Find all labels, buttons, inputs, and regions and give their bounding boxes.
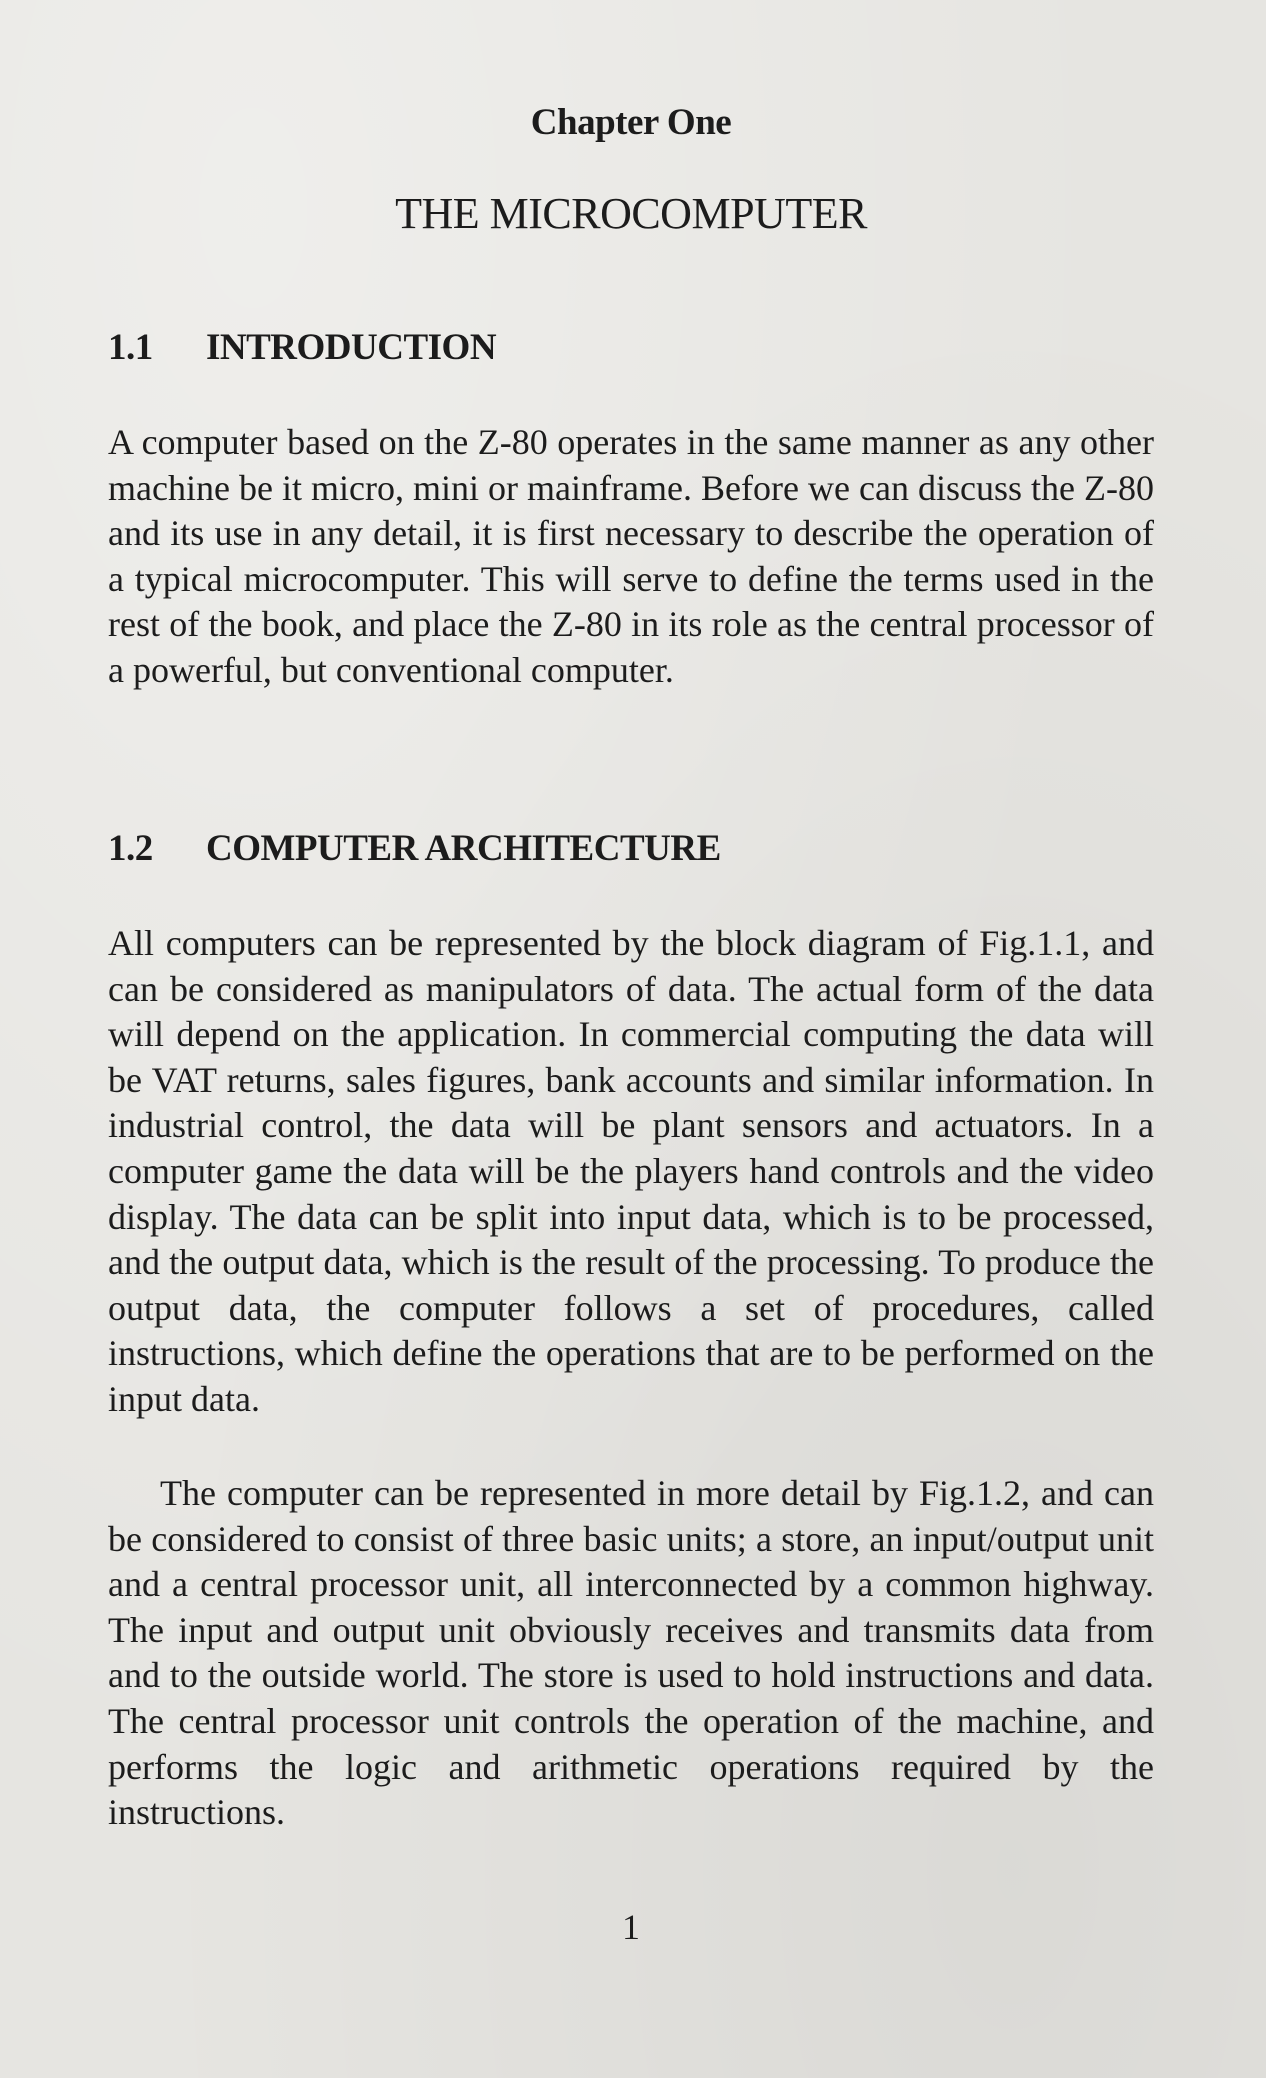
page-number: 1 [622,1907,640,1947]
section-number: 1.1 [108,327,153,368]
paragraph-architecture-1: All computers can be represented by the block diagram of Fig.1.1, and can be considered as manipulators of data. The actual form of the data will depend on the application. In commercial computing the data will be VAT returns, sales figures, bank accounts and similar information. In industrial control, the data will be plant sensors and actuators. In a computer game the data will be the players hand controls and the video display. The data can be split into input data, which is to be processed, and the output data, which is the result of the processing. To produce the output data, the computer follows a set of procedures, called instructions, which define the operations that are to be performed on the input data. [108,923,1154,1419]
chapter-label: Chapter One [530,102,732,143]
paragraph-architecture-2: The computer can be represented in more detail by Fig.1.2, and can be considered to consist of three basic units; a store, an input/output unit and a central processor unit, all interconnected by a common highway. The input and output unit obviously receives and transmits data from and to the outside world. The store is used to hold instructions and data. The central processor unit controls the operation of the machine, and performs the logic and arithmetic operations required by the instructions. [108,1473,1154,1833]
section-heading-architecture [108,827,721,870]
section-number: 1.2 [108,828,153,869]
section-title: INTRODUCTION [206,327,497,368]
section-title: COMPUTER ARCHITECTURE [206,828,721,869]
paragraph-introduction: A computer based on the Z-80 operates in the same manner as any other machine be it micro, mini or mainframe. Before we can discuss the Z-80 and its use in any detail, it is first necessary to describe the operation of a typical microcomputer. This will serve to define the terms used in the rest of the book, and place the Z-80 in its role as the central processor of a powerful, but conventional computer. [108,422,1154,690]
chapter-title: THE MICROCOMPUTER [395,189,867,238]
section-heading-introduction [108,326,496,369]
book-page [108,0,1154,2078]
